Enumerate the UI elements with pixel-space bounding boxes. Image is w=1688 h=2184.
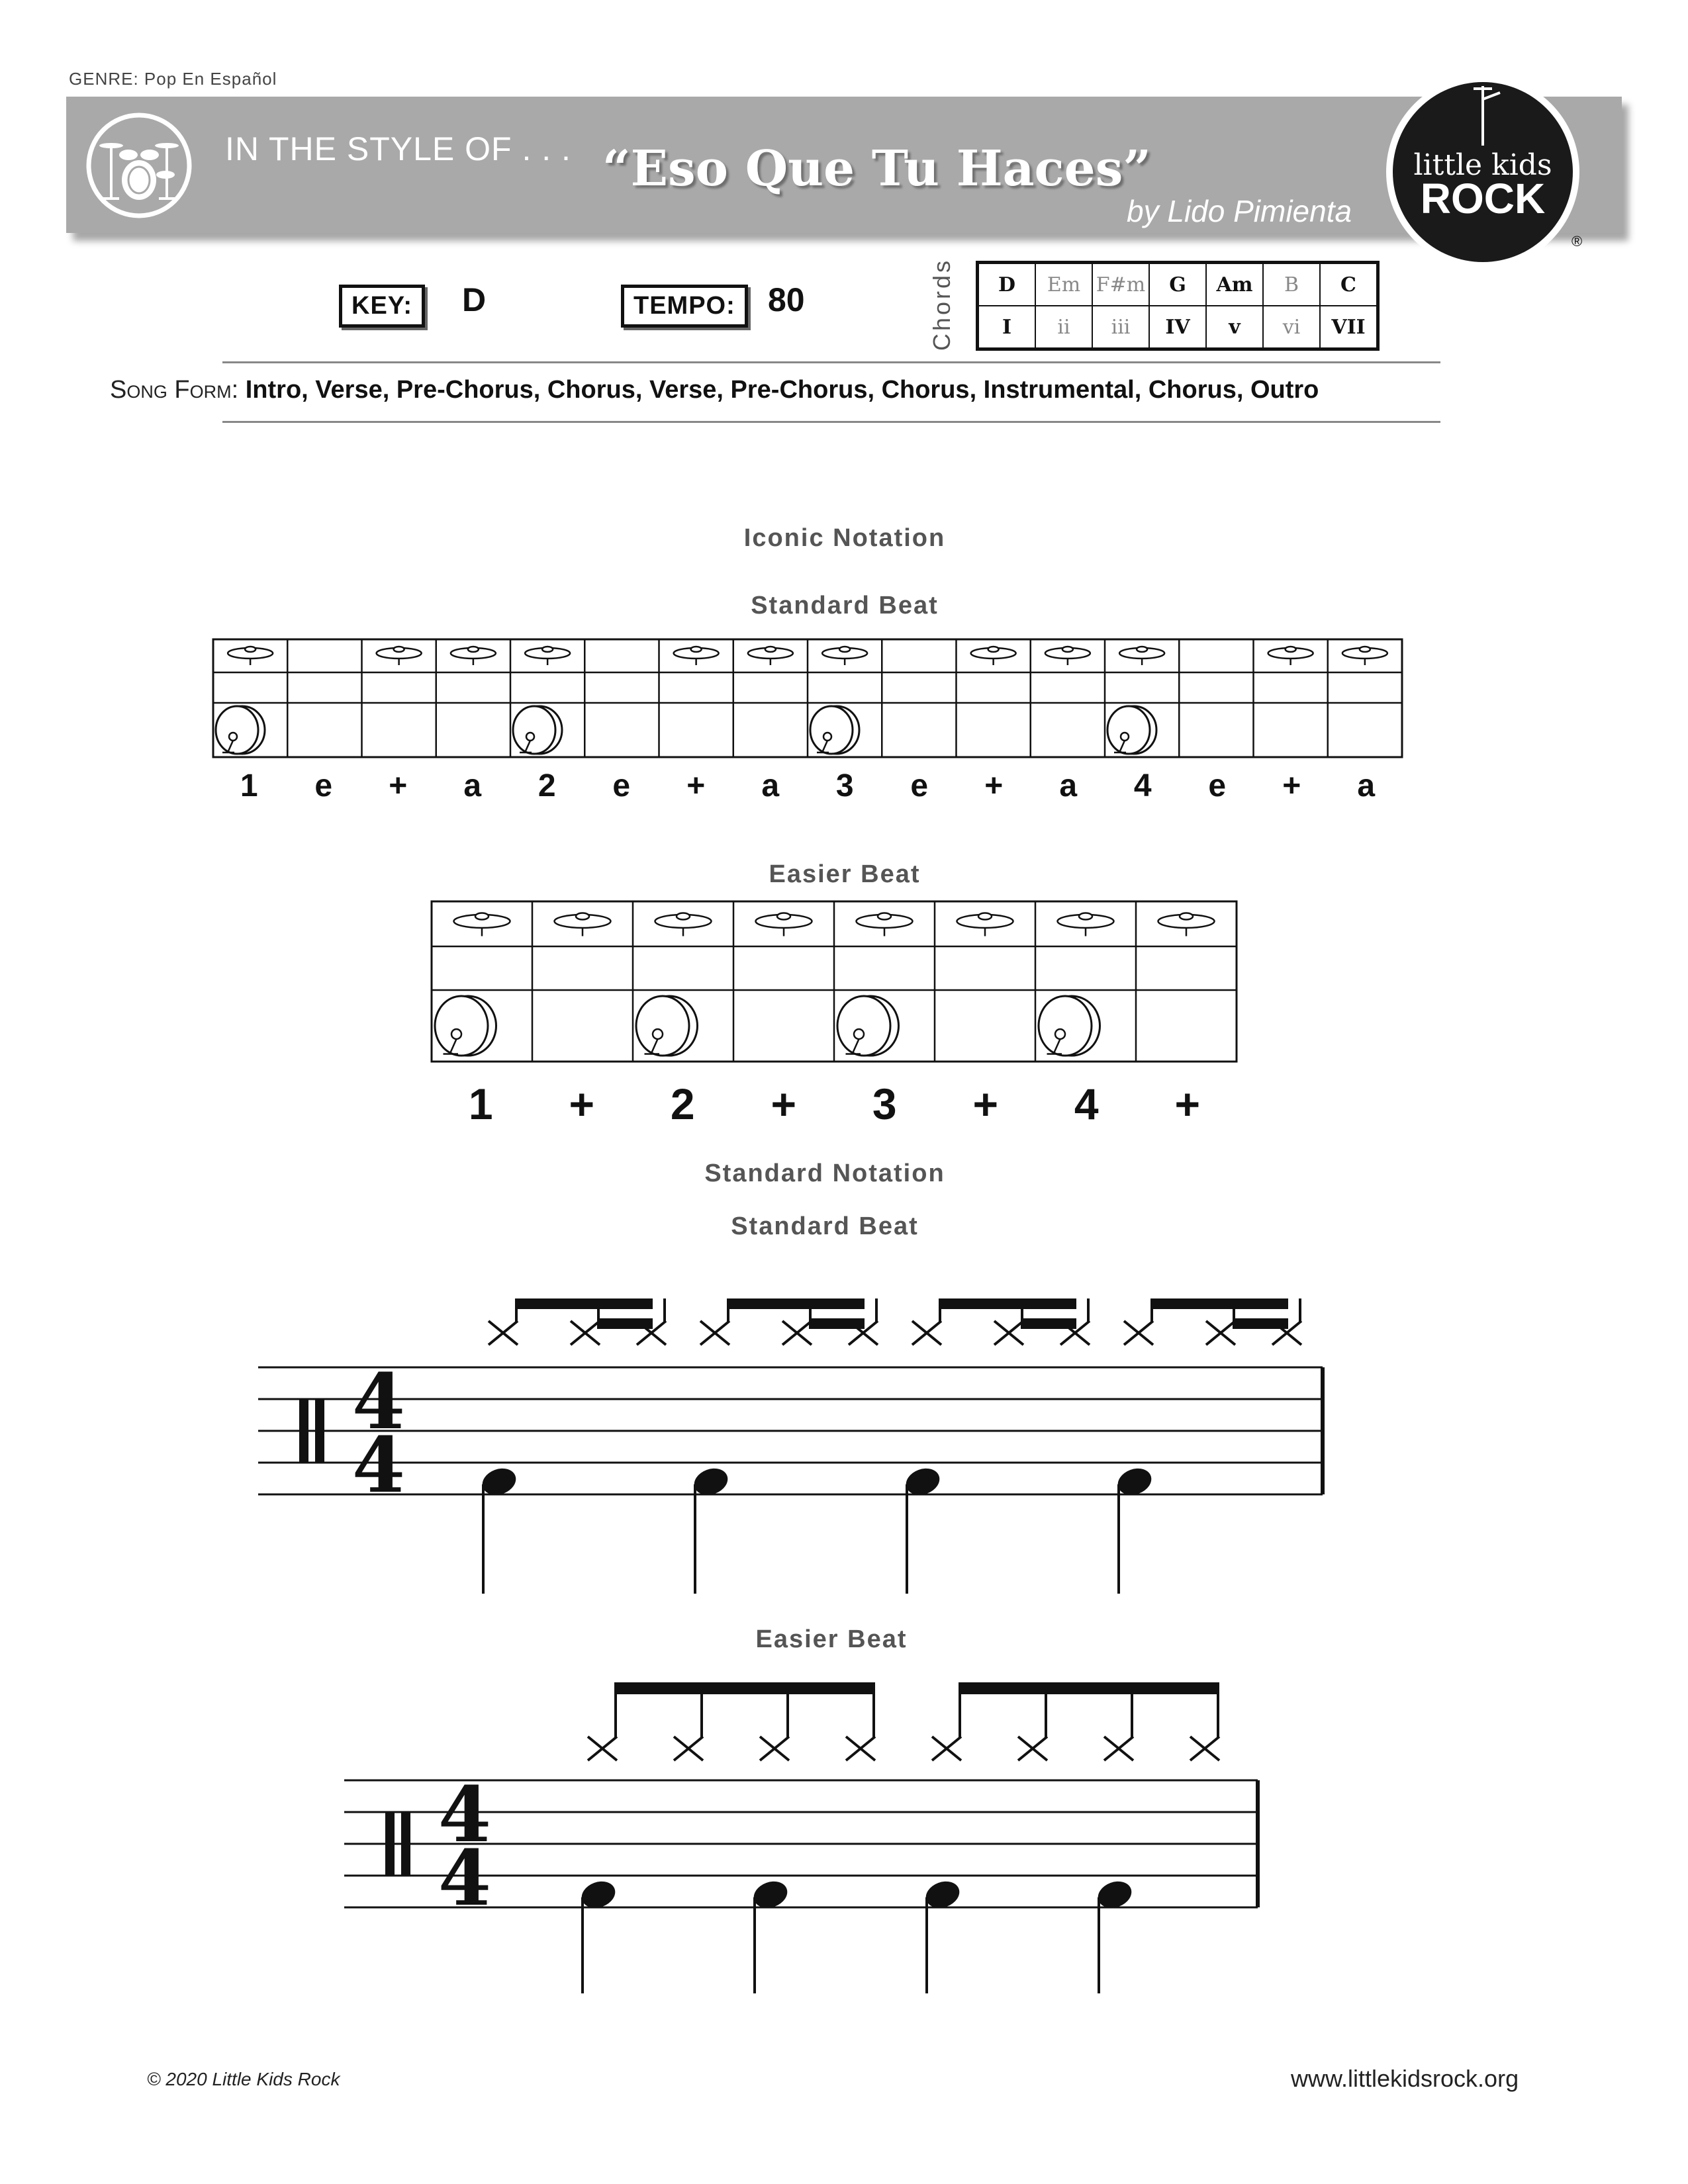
numeral-cell: vi <box>1263 306 1320 349</box>
iconic-grid-standard <box>212 638 1403 764</box>
hihat-note <box>846 1737 875 1760</box>
numeral-cell: I <box>978 306 1036 349</box>
iconic-counts-standard <box>212 768 1403 814</box>
chords-label: Chords <box>928 257 955 351</box>
eighth-beam <box>959 1682 1219 1694</box>
beat-count: 1 <box>468 1079 493 1128</box>
genre-value: Pop En Español <box>144 69 277 89</box>
sixteenth-beam <box>1233 1318 1288 1329</box>
percussion-clef <box>385 1812 395 1876</box>
beat-count: e <box>314 768 333 803</box>
hihat-note <box>912 1321 941 1345</box>
genre-label: GENRE: <box>69 69 139 89</box>
hihat-note <box>588 1737 617 1760</box>
hihat-note <box>1018 1737 1047 1760</box>
percussion-clef <box>299 1399 308 1463</box>
bass-drum-note <box>922 1877 963 1993</box>
chord-cell: Am <box>1206 263 1263 306</box>
chord-cell: F#m <box>1092 263 1149 306</box>
hihat-note <box>1104 1737 1133 1760</box>
numeral-cell: IV <box>1149 306 1206 349</box>
divider <box>222 361 1440 363</box>
beat-count: a <box>1357 768 1376 803</box>
beat-count: a <box>463 768 482 803</box>
standard-beat-staff <box>258 1297 1397 1641</box>
chord-cell: Em <box>1035 263 1092 306</box>
sixteenth-beam <box>597 1318 653 1329</box>
beat-count: + <box>984 768 1004 803</box>
bass-drum-note <box>479 1464 520 1594</box>
hihat-note <box>782 1321 812 1345</box>
beat-count: a <box>761 768 780 803</box>
key-value: D <box>462 281 487 318</box>
hihat-note <box>700 1321 729 1345</box>
numeral-cell: VII <box>1320 306 1378 349</box>
beat-count: + <box>389 768 408 803</box>
hihat-note <box>760 1737 789 1760</box>
copyright: © 2020 Little Kids Rock <box>147 2069 340 2089</box>
beat-count: 1 <box>240 768 258 803</box>
in-the-style-of: IN THE STYLE OF . . . <box>225 130 571 167</box>
bass-drum-icon <box>837 996 899 1056</box>
tempo-label: TEMPO: <box>621 285 748 328</box>
website-link[interactable]: www.littlekidsrock.org <box>1291 2065 1519 2092</box>
hihat-note <box>489 1321 518 1345</box>
bass-drum-icon <box>513 706 562 754</box>
beat-count: 3 <box>835 768 854 803</box>
percussion-clef <box>401 1812 410 1876</box>
eighth-beam <box>939 1298 1076 1309</box>
bass-drum-note <box>578 1877 619 1993</box>
bass-drum-icon <box>810 706 859 754</box>
hihat-note <box>1190 1737 1219 1760</box>
beat-count: e <box>1208 768 1227 803</box>
bass-drum-note <box>1114 1464 1155 1594</box>
bass-drum-icon <box>1107 706 1156 754</box>
beat-count: + <box>686 768 706 803</box>
numeral-cell: v <box>1206 306 1263 349</box>
sixteenth-beam <box>1021 1318 1076 1329</box>
beat-count: + <box>1174 1079 1201 1128</box>
chord-cell: C <box>1320 263 1378 306</box>
time-signature-top: 4 <box>438 1770 492 1860</box>
bass-drum-note <box>1094 1877 1135 1993</box>
beat-count: 2 <box>670 1079 695 1128</box>
song-form-value: Intro, Verse, Pre-Chorus, Chorus, Verse, Pre-Chorus, Chorus, Instrumental, Chorus, Outro <box>245 376 1319 404</box>
genre-line <box>69 69 277 89</box>
song-form-label: Song Form: <box>110 376 239 404</box>
hihat-note <box>932 1737 961 1760</box>
tempo-value: 80 <box>768 281 805 318</box>
beat-count: 3 <box>872 1079 897 1128</box>
hihat-note <box>994 1321 1023 1345</box>
easier-beat-staff <box>344 1681 1337 2038</box>
time-signature-bottom: 4 <box>438 1834 492 1923</box>
numeral-cell: ii <box>1035 306 1092 349</box>
beat-count: e <box>910 768 929 803</box>
song-form <box>110 376 1319 404</box>
logo-line2: ROCK <box>1420 175 1546 222</box>
little-kids-rock-logo <box>1383 73 1589 271</box>
beat-count: 2 <box>538 768 556 803</box>
beat-count: + <box>771 1079 797 1128</box>
numeral-cell: iii <box>1092 306 1149 349</box>
chord-cell: D <box>978 263 1036 306</box>
easier-beat-heading: Easier Beat <box>769 860 921 888</box>
bass-drum-note <box>750 1877 791 1993</box>
divider <box>222 421 1440 423</box>
key-label: KEY: <box>339 285 425 328</box>
artist-name: by Lido Pimienta <box>1127 194 1352 228</box>
easier-beat-notation-heading: Easier Beat <box>755 1625 908 1653</box>
standard-beat-notation-heading: Standard Beat <box>731 1212 919 1240</box>
time-signature-bottom: 4 <box>352 1421 406 1510</box>
eighth-beam <box>727 1298 865 1309</box>
logo-registered-mark: ® <box>1571 233 1583 250</box>
iconic-counts-easier <box>430 1079 1238 1138</box>
standard-notation-heading: Standard Notation <box>704 1160 945 1187</box>
chord-table <box>976 261 1380 351</box>
beat-count: + <box>1282 768 1301 803</box>
hihat-note <box>674 1737 703 1760</box>
standard-beat-heading: Standard Beat <box>751 592 939 619</box>
beat-count: a <box>1059 768 1078 803</box>
beat-count: 4 <box>1133 768 1152 803</box>
logo-line1: little kids <box>1413 148 1552 182</box>
bass-drum-icon <box>216 706 265 754</box>
chord-cell: B <box>1263 263 1320 306</box>
hihat-note <box>1124 1321 1153 1345</box>
hihat-note <box>1206 1321 1235 1345</box>
iconic-notation-heading: Iconic Notation <box>743 524 946 552</box>
bass-drum-icon <box>636 996 698 1056</box>
sixteenth-beam <box>809 1318 865 1329</box>
eighth-beam <box>515 1298 653 1309</box>
eighth-beam <box>614 1682 875 1694</box>
beat-count: e <box>612 768 631 803</box>
iconic-grid-easier <box>430 900 1238 1073</box>
bass-drum-icon <box>435 996 496 1056</box>
percussion-clef <box>315 1399 324 1463</box>
beat-count: + <box>569 1079 595 1128</box>
hihat-note <box>571 1321 600 1345</box>
song-title: “Eso Que Tu Haces” <box>602 140 1151 197</box>
bass-drum-icon <box>1039 996 1100 1056</box>
numeral-row <box>978 306 1378 349</box>
chord-row <box>978 263 1378 306</box>
time-signature-top: 4 <box>352 1357 406 1447</box>
bass-drum-note <box>902 1464 943 1594</box>
eighth-beam <box>1150 1298 1288 1309</box>
beat-count: + <box>972 1079 999 1128</box>
chord-cell: G <box>1149 263 1206 306</box>
drum-kit-icon <box>85 111 193 220</box>
beat-count: 4 <box>1074 1079 1099 1128</box>
bass-drum-note <box>690 1464 731 1594</box>
